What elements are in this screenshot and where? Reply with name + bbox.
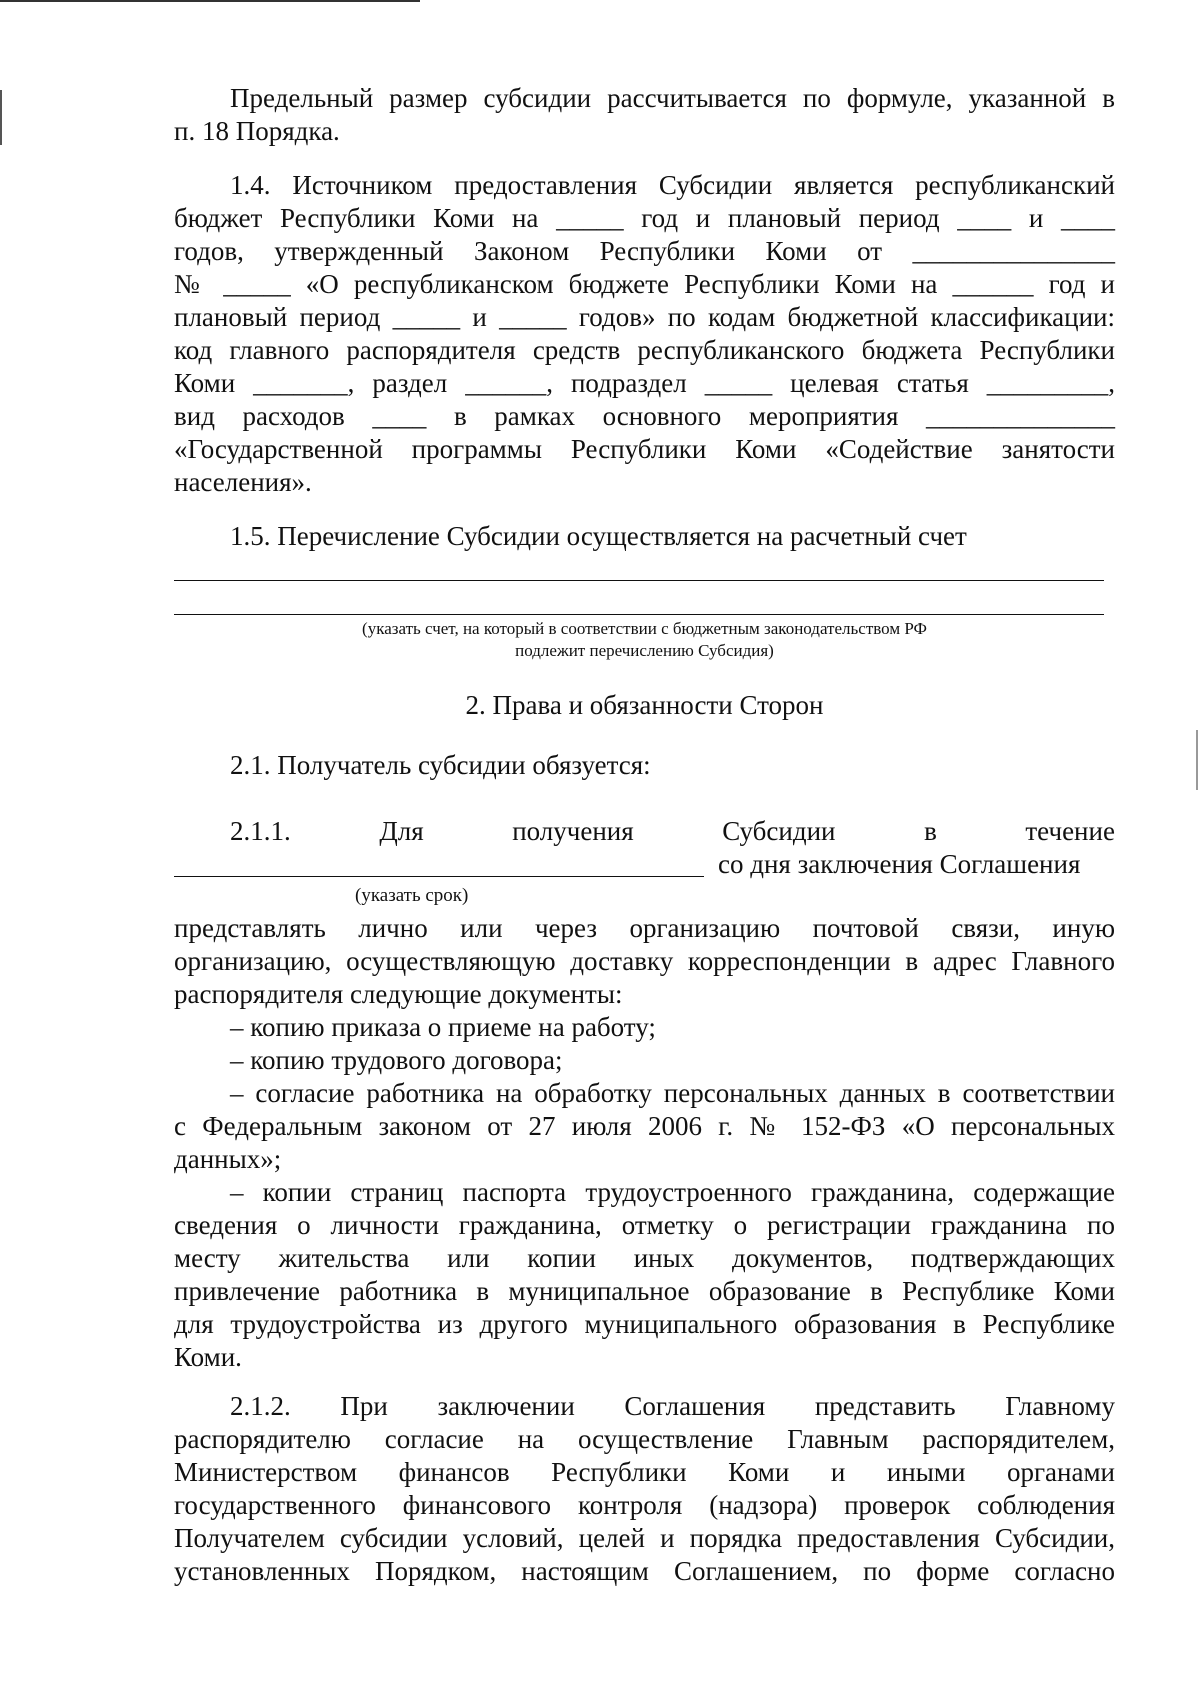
text-line: распорядителю согласие на осуществление Главным распорядителем,	[174, 1424, 1115, 1454]
paragraph-1-5	[174, 520, 1115, 553]
term-tail	[718, 848, 1080, 881]
section-title: 2. Права и обязанности Сторон	[465, 690, 824, 720]
text-line: с Федеральным законом от 27 июля 2006 г. № 152-ФЗ «О персональных	[174, 1111, 1115, 1141]
list-item: – копию трудового договора;	[230, 1045, 563, 1075]
paragraph-2-1	[174, 749, 1115, 782]
item-number: 2.1.1.	[230, 816, 291, 846]
text-line: плановый период _____ и _____ годов» по кодам бюджетной классификации:	[174, 302, 1115, 332]
note-line: (указать срок)	[355, 885, 469, 906]
text-line: организацию, осуществляющую доставку корреспонденции в адрес Главного	[174, 946, 1115, 976]
text-line: привлечение работника в муниципальное образование в Республике Коми	[174, 1276, 1115, 1306]
text-line: населения».	[174, 467, 312, 497]
text-line: код главного распорядителя средств республиканского бюджета Республики	[174, 335, 1115, 365]
text-line: вид расходов ____ в рамках основного мероприятия ______________	[174, 401, 1115, 431]
scan-artifact-top	[0, 0, 420, 2]
text-line: № _____ «О республиканском бюджете Республики Коми на ______ год и	[174, 269, 1115, 299]
text-line: Коми.	[174, 1342, 242, 1372]
scan-artifact-right	[1196, 730, 1198, 790]
list-item: – согласие работника на обработку персональных данных в соответствии	[230, 1078, 1115, 1108]
text-line: данных»;	[174, 1144, 282, 1174]
paragraph-subsidy-limit	[174, 82, 1115, 148]
note-line: (указать счет, на который в соответствии с бюджетным законодательством РФ	[362, 619, 927, 638]
section-heading	[174, 689, 1115, 722]
text-line: 2.1.2. При заключении Соглашения представить Главному	[230, 1391, 1115, 1421]
paragraph-2-1-1-heading	[174, 815, 1115, 848]
word: Субсидии	[722, 816, 836, 846]
word: течение	[1025, 816, 1115, 846]
text-line: 2.1. Получатель субсидии обязуется:	[230, 750, 651, 780]
paragraph-2-1-2	[174, 1390, 1115, 1588]
paragraph-2-1-1-body	[174, 912, 1115, 1374]
list-item: – копии страниц паспорта трудоустроенного гражданина, содержащие	[230, 1177, 1115, 1207]
account-note	[174, 618, 1115, 662]
term-blank-line	[174, 876, 704, 877]
text-line: установленных Порядком, настоящим Соглашением, по форме согласно	[174, 1556, 1115, 1586]
text-line: со дня заключения Соглашения	[718, 849, 1081, 879]
text-line: распорядителя следующие документы:	[174, 979, 623, 1009]
word: Для	[379, 816, 424, 846]
text-line: годов, утвержденный Законом Республики Коми от _______________	[174, 236, 1115, 266]
text-line: сведения о личности гражданина, отметку о регистрации гражданина по	[174, 1210, 1115, 1240]
text-line: Получателем субсидии условий, целей и порядка предоставления Субсидии,	[174, 1523, 1115, 1553]
word: получения	[512, 816, 634, 846]
text-line: 1.4. Источником предоставления Субсидии является республиканский	[230, 170, 1115, 200]
text-line: представлять лично или через организацию почтовой связи, иную	[174, 913, 1115, 943]
word: в	[924, 816, 937, 846]
text-line: государственного финансового контроля (надзора) проверок соблюдения	[174, 1490, 1115, 1520]
scan-artifact-left	[0, 90, 2, 145]
text-line: бюджет Республики Коми на _____ год и плановый период ____ и ____	[174, 203, 1115, 233]
text-line: Коми _______, раздел ______, подраздел _____ целевая статья _________,	[174, 368, 1115, 398]
text-line: «Государственной программы Республики Коми «Содействие занятости	[174, 434, 1115, 464]
text-line: для трудоустройства из другого муниципального образования в Республике	[174, 1309, 1115, 1339]
account-line-2	[174, 614, 1104, 615]
list-item: – копию приказа о приеме на работу;	[230, 1012, 656, 1042]
note-line: подлежит перечислению Субсидия)	[515, 641, 774, 660]
term-note	[355, 884, 468, 908]
account-line-1	[174, 580, 1104, 581]
paragraph-1-4	[174, 169, 1115, 499]
text-line: п. 18 Порядка.	[174, 116, 340, 146]
text-line: месту жительства или копии иных документов, подтверждающих	[174, 1243, 1115, 1273]
text-line: Предельный размер субсидии рассчитывается по формуле, указанной в	[230, 83, 1115, 113]
text-line: 1.5. Перечисление Субсидии осуществляется на расчетный счет	[230, 521, 967, 551]
text-line: Министерством финансов Республики Коми и иными органами	[174, 1457, 1115, 1487]
